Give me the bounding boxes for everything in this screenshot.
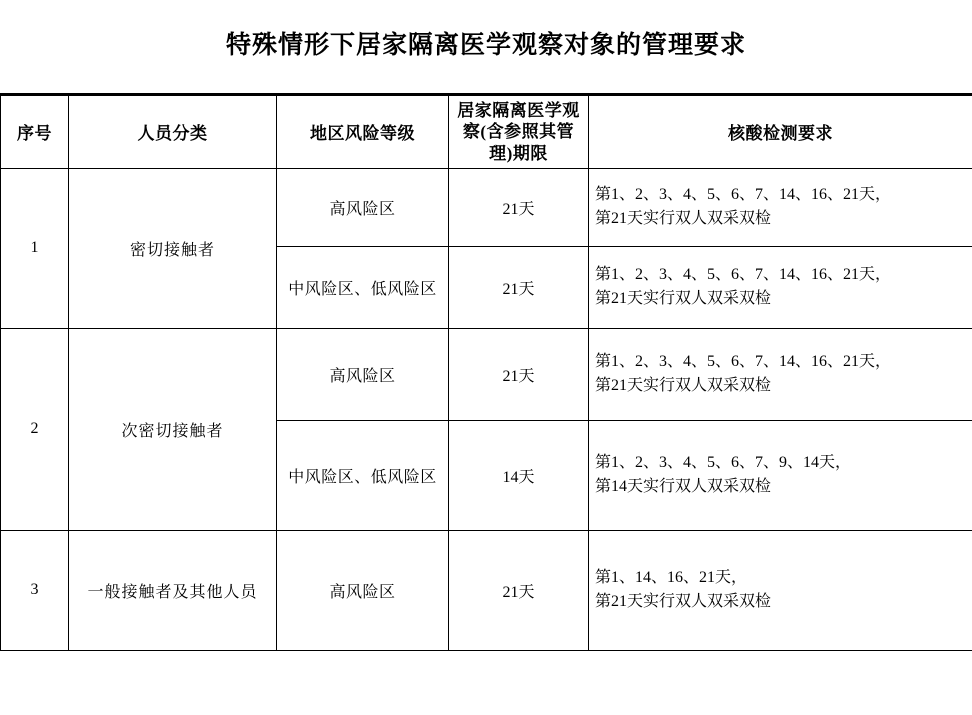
table-header-row [1,96,972,169]
title-band [0,0,972,95]
cell-risk-level: 高风险区 [277,168,449,246]
management-requirements-table [0,95,972,651]
cell-risk-level: 高风险区 [277,530,449,650]
table-row [1,530,972,650]
column-header-no: 序号 [1,96,69,169]
cell-term: 14天 [449,420,589,530]
cell-term: 21天 [449,530,589,650]
table-row [1,168,972,246]
cell-term: 21天 [449,328,589,420]
page-title: 特殊情形下居家隔离医学观察对象的管理要求 [225,32,746,60]
cell-term: 21天 [449,168,589,246]
cell-test-requirement [589,328,972,420]
test-line-1: 第1、2、3、4、5、6、7、14、16、21天， [595,353,892,371]
cell-test-requirement [589,530,972,650]
cell-test-requirement [589,246,972,328]
test-line-2: 第14天实行双人双采双检 [595,478,772,496]
test-line-2: 第21天实行双人双采双检 [595,290,772,308]
cell-category: 密切接触者 [69,168,277,328]
cell-no: 3 [1,530,69,650]
cell-risk-level: 高风险区 [277,328,449,420]
test-line-2: 第21天实行双人双采双检 [595,593,772,611]
cell-risk-level: 中风险区、低风险区 [277,246,449,328]
column-header-test-requirement: 核酸检测要求 [589,96,972,169]
test-line-1: 第1、14、16、21天， [595,569,748,587]
test-line-1: 第1、2、3、4、5、6、7、14、16、21天， [595,266,892,284]
column-header-category: 人员分类 [69,96,277,169]
column-header-term: 居家隔离医学观察(含参照其管理)期限 [449,96,589,169]
column-header-risk-level: 地区风险等级 [277,96,449,169]
cell-no: 2 [1,328,69,530]
cell-test-requirement [589,420,972,530]
table-row [1,328,972,420]
cell-category: 一般接触者及其他人员 [69,530,277,650]
test-line-2: 第21天实行双人双采双检 [595,210,772,228]
test-line-1: 第1、2、3、4、5、6、7、9、14天， [595,454,852,472]
cell-risk-level: 中风险区、低风险区 [277,420,449,530]
cell-no: 1 [1,168,69,328]
test-line-2: 第21天实行双人双采双检 [595,377,772,395]
cell-category: 次密切接触者 [69,328,277,530]
cell-term: 21天 [449,246,589,328]
test-line-1: 第1、2、3、4、5、6、7、14、16、21天， [595,186,892,204]
cell-test-requirement [589,168,972,246]
